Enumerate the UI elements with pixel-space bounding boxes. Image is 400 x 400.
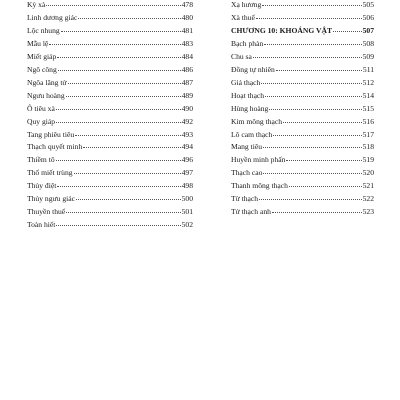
dot-leader (57, 186, 180, 187)
toc-entry (231, 117, 374, 126)
toc-entry (27, 117, 193, 126)
dot-leader (259, 199, 362, 200)
toc-entry-page-number: 520 (362, 168, 374, 178)
toc-entry-title: CHƯƠNG 10: KHOÁNG VẬT (231, 25, 333, 35)
toc-entry-title: Từ thạch (231, 194, 259, 204)
toc-entry-title: Ngưu hoàng (27, 90, 65, 100)
toc-entry-page-number: 508 (362, 38, 374, 48)
toc-entry (27, 168, 193, 177)
toc-entry-page-number: 523 (362, 207, 374, 217)
toc-entry-page-number: 502 (181, 220, 193, 230)
dot-leader (289, 186, 362, 187)
toc-entry-page-number: 478 (181, 0, 193, 9)
toc-entry (231, 78, 374, 87)
dot-leader (76, 199, 181, 200)
toc-entry-title: Hùng hoàng (231, 103, 269, 113)
toc-entry (27, 0, 193, 9)
dot-leader (265, 96, 362, 97)
toc-entry (231, 194, 374, 203)
toc-entry-title: Lô cam thạch (231, 129, 273, 139)
dot-leader (273, 135, 361, 136)
toc-entry (231, 130, 374, 139)
dot-leader (83, 147, 180, 148)
toc-entry (27, 104, 193, 113)
toc-entry-page-number: 500 (181, 194, 193, 204)
toc-entry (27, 194, 193, 203)
toc-entry-page-number: 511 (362, 64, 374, 74)
toc-entry-page-number: 493 (181, 129, 193, 139)
toc-entry-title: Xà thuế (231, 12, 255, 22)
dot-leader (261, 83, 361, 84)
toc-entry-title: Thạch cao (231, 168, 263, 178)
toc-entry (27, 155, 193, 164)
toc-entry (231, 155, 374, 164)
toc-entry (231, 91, 374, 100)
toc-entry (231, 52, 374, 61)
dot-leader (256, 18, 362, 19)
toc-entry-title: Tang phiêu tiêu (27, 129, 75, 139)
toc-entry (231, 207, 374, 216)
toc-entry (231, 0, 374, 9)
toc-entry-page-number: 490 (181, 103, 193, 113)
toc-entry-title: Hoạt thạch (231, 90, 265, 100)
toc-entry-page-number: 486 (181, 64, 193, 74)
toc-entry-title: Ô tiêu xà (27, 103, 55, 113)
toc-entry (27, 130, 193, 139)
toc-entry-title: Thạch quyết minh (27, 142, 83, 152)
toc-entry (27, 181, 193, 190)
toc-entry-page-number: 509 (362, 51, 374, 61)
toc-entry-title: Mẫu lệ (27, 38, 49, 48)
toc-entry-page-number: 484 (181, 51, 193, 61)
dot-leader (68, 83, 181, 84)
toc-entry (27, 39, 193, 48)
toc-entry-title: Kỳ xà (27, 0, 46, 9)
chapter-heading (231, 26, 374, 35)
dot-leader (286, 160, 361, 161)
toc-entry (27, 13, 193, 22)
dot-leader (262, 5, 361, 6)
toc-entry-page-number: 522 (362, 194, 374, 204)
toc-entry (27, 26, 193, 35)
toc-entry-page-number: 521 (362, 181, 374, 191)
dot-leader (66, 212, 180, 213)
toc-entry-page-number: 517 (362, 129, 374, 139)
toc-entry-title: Đồng tự nhiên (231, 64, 275, 74)
toc-entry (27, 78, 193, 87)
toc-entry-title: Thủy ngưu giác (27, 194, 75, 204)
toc-entry-title: Linh dương giác (27, 12, 78, 22)
dot-leader (269, 109, 361, 110)
toc-entry-title: Tử thạch anh (231, 207, 271, 217)
toc-entry-page-number: 518 (362, 142, 374, 152)
dot-leader (272, 212, 362, 213)
toc-entry-title: Xạ hương (231, 0, 262, 9)
toc-entry-title: Mang tiêu (231, 142, 263, 152)
toc-entry-page-number: 496 (181, 155, 193, 165)
toc-entry (231, 142, 374, 151)
toc-entry-page-number: 492 (181, 116, 193, 126)
dot-leader (283, 122, 362, 123)
toc-entry-title: Toàn hiết (27, 220, 56, 230)
dot-leader (61, 31, 181, 32)
dot-leader (263, 173, 361, 174)
toc-entry-page-number: 506 (362, 12, 374, 22)
dot-leader (75, 135, 180, 136)
toc-entry-title: Miết giáp (27, 51, 57, 61)
toc-entry-title: Thanh mông thạch (231, 181, 288, 191)
toc-entry-page-number: 501 (181, 207, 193, 217)
toc-entry-page-number: 514 (362, 90, 374, 100)
toc-entry (27, 220, 193, 229)
dot-leader (46, 5, 180, 6)
dot-leader (56, 122, 181, 123)
dot-leader (66, 96, 181, 97)
toc-entry-title: Chu sa (231, 51, 252, 61)
toc-entry-title: Giả thạch (231, 77, 261, 87)
toc-entry (231, 39, 374, 48)
toc-entry-page-number: 507 (362, 25, 374, 35)
dot-leader (253, 57, 362, 58)
toc-entry-page-number: 489 (181, 90, 193, 100)
toc-entry-page-number: 480 (181, 12, 193, 22)
toc-entry-title: Quy giáp (27, 116, 56, 126)
dot-leader (56, 225, 180, 226)
toc-entry-page-number: 512 (362, 77, 374, 87)
toc-entry (27, 207, 193, 216)
dot-leader (74, 173, 181, 174)
toc-entry-title: Kim mông thạch (231, 116, 283, 126)
toc-entry (231, 13, 374, 22)
toc-entry-page-number: 487 (181, 77, 193, 87)
toc-entry-page-number: 515 (362, 103, 374, 113)
toc-entry (27, 142, 193, 151)
toc-entry-title: Thủy điệt (27, 181, 57, 191)
toc-entry-title: Huyền minh phấn (231, 155, 286, 165)
toc-entry-page-number: 483 (181, 38, 193, 48)
toc-entry-title: Thiềm tô (27, 155, 55, 165)
toc-entry (27, 65, 193, 74)
dot-leader (56, 109, 181, 110)
toc-entry-title: Lộc nhung (27, 25, 60, 35)
toc-entry (231, 104, 374, 113)
toc-entry-title: Ngô công (27, 64, 57, 74)
toc-entry-page-number: 481 (181, 25, 193, 35)
toc-entry-page-number: 494 (181, 142, 193, 152)
toc-entry-title: Thổ miết trùng (27, 168, 73, 178)
dot-leader (263, 147, 362, 148)
toc-entry (231, 65, 374, 74)
toc-entry-page-number: 498 (181, 181, 193, 191)
dot-leader (49, 44, 180, 45)
dot-leader (57, 57, 180, 58)
toc-entry-page-number: 516 (362, 116, 374, 126)
dot-leader (264, 44, 361, 45)
toc-entry-title: Ngõa lăng tử (27, 77, 67, 87)
toc-entry-title: Bạch phàn (231, 38, 264, 48)
toc-entry-page-number: 505 (362, 0, 374, 9)
toc-entry (231, 168, 374, 177)
toc-entry (27, 91, 193, 100)
toc-entry (27, 52, 193, 61)
dot-leader (78, 18, 180, 19)
dot-leader (58, 70, 181, 71)
dot-leader (333, 31, 362, 32)
toc-entry-title: Thuyền thuế (27, 207, 66, 217)
dot-leader (276, 70, 362, 71)
toc-entry-page-number: 497 (181, 168, 193, 178)
dot-leader (56, 160, 181, 161)
toc-entry (231, 181, 374, 190)
toc-entry-page-number: 519 (362, 155, 374, 165)
